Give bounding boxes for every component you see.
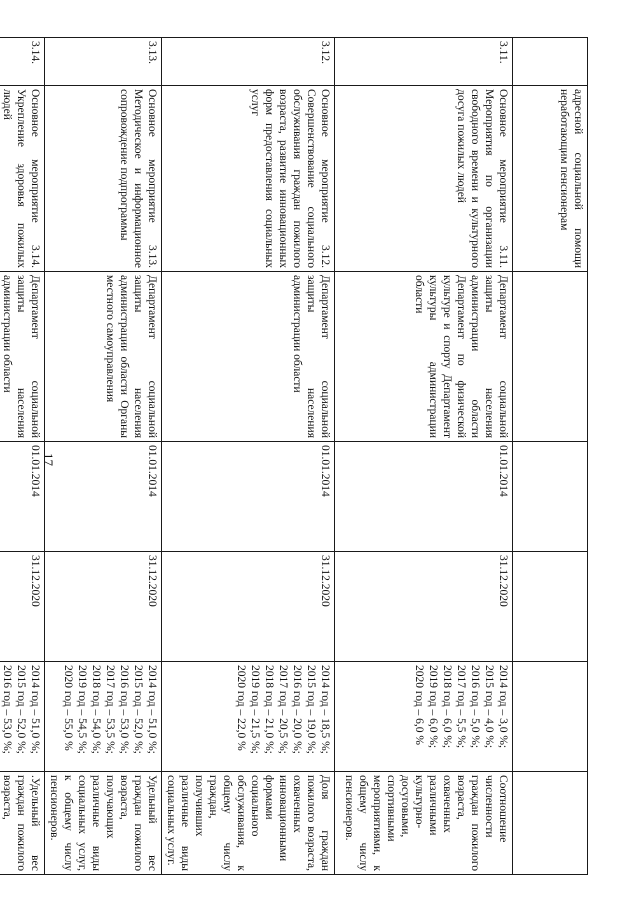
- cell-empty: [513, 552, 588, 662]
- value-line: 2018 год – 21,0 %;: [262, 665, 275, 754]
- value-line: 2016 год – 53,0 %;: [117, 665, 130, 754]
- cell-start-date: 01.01.2014: [0, 442, 44, 552]
- cell-executor: Департамент социальной защиты населения администрации области Департамент по физической культуре и спорту Департамент культуры администрации области: [335, 272, 513, 442]
- value-line: 2015 год – 4,0 %;: [482, 665, 495, 749]
- value-line: 2018 год – 54,0 %;: [89, 665, 102, 754]
- table-row: [161, 38, 334, 875]
- cell-task: Основное мероприятие 3.13. Методическое и информационное сопровождение подпрограммы: [44, 86, 161, 272]
- value-line: 2017 год – 20,5 %;: [276, 665, 289, 754]
- value-line: 2014 год – 51,0 %;: [28, 665, 41, 754]
- program-measures-table: [0, 37, 588, 875]
- value-line: 2014 год – 3,0 %;: [497, 665, 509, 749]
- cell-executor: Департамент социальной защиты населения администрации области: [0, 272, 44, 442]
- value-line: 2016 год – 20,0 %;: [290, 665, 303, 754]
- cell-values: [44, 662, 161, 772]
- value-line: 2015 год – 19,0 %;: [304, 665, 317, 754]
- value-line: 2019 год – 54,5 %;: [75, 665, 88, 754]
- value-line: 2020 год – 22,0 %: [234, 665, 247, 751]
- table-row: [44, 38, 161, 875]
- cell-start-date: 01.01.2014: [161, 442, 334, 552]
- cell-start-date: 01.01.2014: [335, 442, 513, 552]
- value-line: 2016 год – 5,0 %;: [468, 665, 481, 749]
- cell-task: Основное мероприятие 3.12. Совершенствование социального обслуживания граждан пожилого возраста, развитие инновационных форм предоставления социальных услуг: [161, 86, 334, 272]
- cell-executor: Департамент социальной защиты населения администрации области: [161, 272, 334, 442]
- value-line: 2014 год – 18,5 %;: [319, 665, 331, 754]
- cell-empty: [513, 772, 588, 875]
- cell-task: Основное мероприятие 3.14. Укрепление здоровья пожилых людей: [0, 86, 44, 272]
- page-number: 17: [41, 453, 56, 466]
- cell-num-empty: [513, 38, 588, 86]
- value-line: 2017 год – 53,5 %;: [103, 665, 116, 754]
- cell-num: 3.13.: [44, 38, 161, 86]
- value-line: 2019 год – 21,5 %;: [248, 665, 261, 754]
- value-line: 2020 год – 55,0 %: [61, 665, 74, 751]
- cell-end-date: 31.12.2020: [44, 552, 161, 662]
- table-row: [335, 38, 513, 875]
- value-line: 2016 год – 53,0 %;: [0, 665, 13, 754]
- cell-num: 3.11.: [335, 38, 513, 86]
- cell-num: 3.14.: [0, 38, 44, 86]
- cell-end-date: 31.12.2020: [335, 552, 513, 662]
- cell-task: Основное мероприятие 3.11. Мероприятия по организации свободного времени и культурного досуга пожилых людей: [335, 86, 513, 272]
- table-row: [0, 38, 44, 875]
- cell-indicator: Удельный вес граждан пожилого возраста, получающих различные виды социальных услуг, к общему числу пенсионеров.: [44, 772, 161, 875]
- table-row-continuation: [513, 38, 588, 875]
- value-line: 2018 год – 6,0 %;: [440, 665, 453, 749]
- cell-indicator: Доля граждан пожилого возраста, охваченных инновационными формами социального обслуживания, к общему числу граждан, получивших различные виды социальных услуг.: [161, 772, 334, 875]
- cell-empty: [513, 272, 588, 442]
- value-line: 2020 год – 6,0 %: [412, 665, 425, 745]
- cell-values: [0, 662, 44, 772]
- value-line: 2019 год – 6,0 %;: [426, 665, 439, 749]
- cell-end-date: 31.12.2020: [161, 552, 334, 662]
- cell-num: 3.12.: [161, 38, 334, 86]
- cell-values: [335, 662, 513, 772]
- cell-executor: Департамент социальной защиты населения администрации области Органы местного самоуправления: [44, 272, 161, 442]
- cell-empty: [513, 442, 588, 552]
- cell-task-continuation: адресной социальной помощи неработающим пенсионерам: [513, 86, 588, 272]
- value-line: 2015 год – 52,0 %;: [131, 665, 144, 754]
- value-line: 2014 год – 51,0 %;: [145, 665, 158, 754]
- value-line: 2015 год – 52,0 %;: [14, 665, 27, 754]
- cell-indicator: .Удельный вес граждан пожилого возраста,: [0, 772, 44, 875]
- value-line: 2017 год – 5,5 %;: [454, 665, 467, 749]
- cell-empty: [513, 662, 588, 772]
- cell-indicator: Соотношение численности граждан пожилого возраста, охваченных различными культурно-досуговыми, спортивными мероприятиями, к общему числу пенсионеров.: [335, 772, 513, 875]
- cell-start-date: 01.01.2014: [44, 442, 161, 552]
- cell-end-date: 31.12.2020: [0, 552, 44, 662]
- document-table-container: [0, 37, 588, 874]
- cell-values: [161, 662, 334, 772]
